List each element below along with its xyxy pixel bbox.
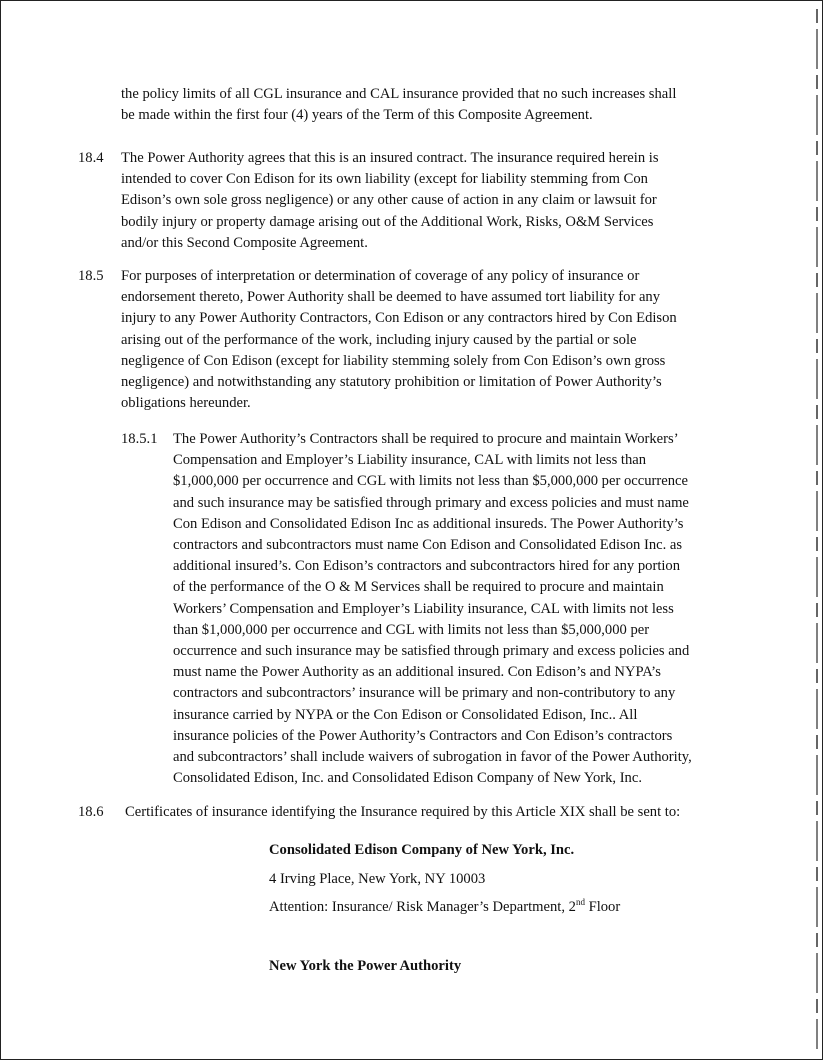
text-line: Edison’s own sole gross negligence) or any other cause of action in any claim or lawsuit for <box>121 192 657 209</box>
section-number: 18.5 <box>78 268 104 284</box>
text-line: must name the Power Authority as an additional insured. Con Edison’s and NYPA’s <box>173 664 661 681</box>
text-line: and/or this Second Composite Agreement. <box>121 234 368 251</box>
text-line: insurance carried by NYPA or the Con Edison or Consolidated Edison, Inc.. All <box>173 706 638 723</box>
text-line: negligence) and notwithstanding any statutory prohibition or limitation of Power Authority’s <box>121 374 662 391</box>
text-line: be made within the first four (4) years of the Term of this Composite Agreement. <box>121 107 593 124</box>
recipient-street: 4 Irving Place, New York, NY 10003 <box>269 871 486 887</box>
text-line: bodily injury or property damage arising out of the Additional Work, Risks, O&M Services <box>121 213 654 230</box>
text-line: Consolidated Edison, Inc. and Consolidated Edison Company of New York, Inc. <box>173 770 642 787</box>
text-line: intended to cover Con Edison for its own liability (except for liability stemming from Con <box>121 171 648 188</box>
recipient-name: Consolidated Edison Company of New York, Inc. <box>269 842 575 858</box>
text-line: contractors and subcontractors must name Con Edison and Consolidated Edison Inc. as <box>173 537 683 554</box>
text-line: Con Edison and Consolidated Edison Inc as additional insureds. The Power Authority’s <box>173 515 684 532</box>
text-line: additional insured’s. Con Edison’s contractors and subcontractors hired for any portion <box>173 558 681 575</box>
section-number: 18.6 <box>78 804 104 820</box>
section-18-5-text <box>121 266 746 414</box>
text-line: and subcontractors’ shall include waivers of subrogation in favor of the Power Authority, <box>173 749 692 766</box>
text-line: $1,000,000 per occurrence and CGL with limits not less than $5,000,000 per occurrence <box>173 473 688 490</box>
attention-floor: Floor <box>584 899 621 915</box>
section-number: 18.5.1 <box>121 431 158 447</box>
text-line: obligations hereunder. <box>121 395 251 412</box>
text-line: occurrence and such insurance may be satisfied through primary and excess policies and <box>173 643 690 660</box>
text-line: The Power Authority agrees that this is an insured contract. The insurance required herein is <box>121 150 659 166</box>
ordinal-suffix: nd <box>575 897 585 908</box>
section-18-5-1-text <box>173 429 753 789</box>
text-line: For purposes of interpretation or determination of coverage of any policy of insurance or <box>121 268 640 284</box>
section-18-6-text: Certificates of insurance identifying the Insurance required by this Article XIX shall be sent to: <box>125 804 681 820</box>
text-line: of the performance of the O & M Services shall be required to procure and maintain <box>173 579 664 596</box>
attention-text: Attention: Insurance/ Risk Manager’s Department, 2 <box>269 899 576 915</box>
text-line: insurance policies of the Power Authority’s Contractors and Con Edison’s contractors <box>173 727 673 744</box>
section-number: 18.4 <box>78 150 104 166</box>
text-line: arising out of the performance of the work, including injury caused by the partial or sole <box>121 331 637 348</box>
recipient-attention <box>269 897 620 918</box>
text-line: endorsement thereto, Power Authority shall be deemed to have assumed tort liability for any <box>121 289 661 306</box>
text-line: The Power Authority’s Contractors shall be required to procure and maintain Workers’ <box>173 431 679 447</box>
section-18-4-text <box>121 148 746 254</box>
text-line: contractors and subcontractors’ insurance will be primary and non-contributory to any <box>173 685 676 702</box>
text-line: than $1,000,000 per occurrence and CGL with limits not less than $5,000,000 per <box>173 621 650 638</box>
text-line: Compensation and Employer’s Liability insurance, CAL with limits not less than <box>173 452 647 469</box>
text-line: and such insurance may be satisfied through primary and excess policies and must name <box>173 494 689 511</box>
text-line: negligence of Con Edison (except for liability stemming solely from Con Edison’s own gross <box>121 352 666 369</box>
second-recipient-name: New York the Power Authority <box>269 958 462 974</box>
text-line: the policy limits of all CGL insurance and CAL insurance provided that no such increases shall <box>121 86 677 102</box>
scan-edge-artifact <box>816 9 818 1049</box>
continuation-paragraph <box>121 84 746 126</box>
text-line: Workers’ Compensation and Employer’s Liability insurance, CAL with limits not less <box>173 600 674 617</box>
text-line: injury to any Power Authority Contractors, Con Edison or any contractors hired by Con Edison <box>121 310 677 327</box>
